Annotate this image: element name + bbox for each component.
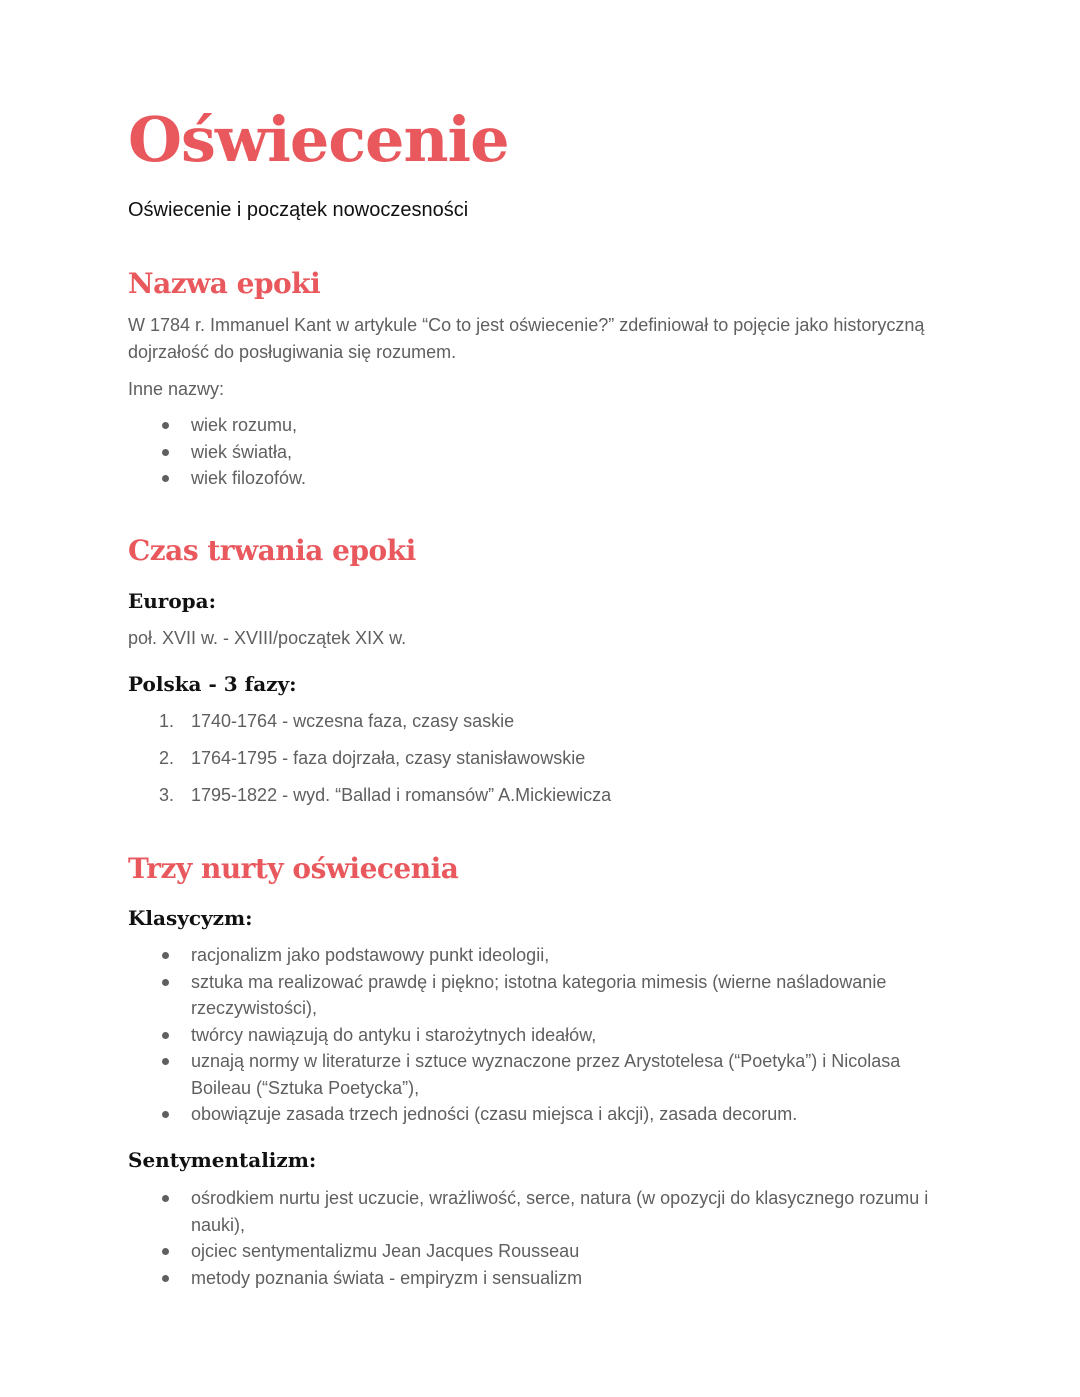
list-number: 3. <box>159 785 175 805</box>
document-subtitle: Oświecenie i początek nowoczesności <box>128 199 469 221</box>
klasycyzm-heading: Klasycyzm: <box>128 906 253 930</box>
list-item: sztuka ma realizować prawdę i piękno; istotna kategoria mimesis (wierne naśladowanie rzeczywistości), <box>128 969 958 1022</box>
section-heading-nazwa-epoki: Nazwa epoki <box>128 267 321 300</box>
list-item <box>128 745 958 772</box>
list-item: wiek światła, <box>128 439 958 466</box>
list-item: racjonalizm jako podstawowy punkt ideologii, <box>128 942 958 969</box>
section-heading-trzy-nurty: Trzy nurty oświecenia <box>128 852 459 885</box>
list-item: wiek filozofów. <box>128 465 958 492</box>
phase-text: 1795-1822 - wyd. “Ballad i romansów” A.Mickiewicza <box>191 785 612 805</box>
list-item: obowiązuje zasada trzech jedności (czasu miejsca i akcji), zasada decorum. <box>128 1101 958 1128</box>
document-title: Oświecenie <box>128 103 509 176</box>
list-item <box>128 782 958 809</box>
poland-phases-list <box>128 708 958 819</box>
list-number: 1. <box>159 711 175 731</box>
list-item: metody poznania świata - empiryzm i sensualizm <box>128 1265 958 1292</box>
list-item <box>128 708 958 735</box>
list-item: ośrodkiem nurtu jest uczucie, wrażliwość, serce, natura (w opozycji do klasycznego rozumu i nauki), <box>128 1185 958 1238</box>
list-item: ojciec sentymentalizmu Jean Jacques Rousseau <box>128 1238 958 1265</box>
phase-text: 1740-1764 - wczesna faza, czasy saskie <box>191 711 515 731</box>
list-item: uznają normy w literaturze i sztuce wyznaczone przez Arystotelesa (“Poetyka”) i Nicolasa Boileau (“Sztuka Poetycka”), <box>128 1048 958 1101</box>
phase-text: 1764-1795 - faza dojrzała, czasy stanisławowskie <box>191 748 586 768</box>
europe-text: poł. XVII w. - XVIII/początek XIX w. <box>128 628 407 648</box>
nazwa-paragraph: W 1784 r. Immanuel Kant w artykule “Co to jest oświecenie?” zdefiniował to pojęcie jako historyczną dojrzałość do posługiwania się rozumem. <box>128 315 925 362</box>
europe-heading: Europa: <box>128 589 216 613</box>
list-number: 2. <box>159 748 175 768</box>
klasycyzm-list <box>128 942 958 1128</box>
other-names-label: Inne nazwy: <box>128 379 225 399</box>
poland-heading: Polska - 3 fazy: <box>128 672 297 696</box>
sentymentalizm-heading: Sentymentalizm: <box>128 1148 317 1172</box>
other-names-list <box>128 412 958 492</box>
section-heading-czas-trwania: Czas trwania epoki <box>128 534 416 567</box>
list-item: twórcy nawiązują do antyku i starożytnych ideałów, <box>128 1022 958 1049</box>
sentymentalizm-list <box>128 1185 958 1291</box>
list-item: wiek rozumu, <box>128 412 958 439</box>
